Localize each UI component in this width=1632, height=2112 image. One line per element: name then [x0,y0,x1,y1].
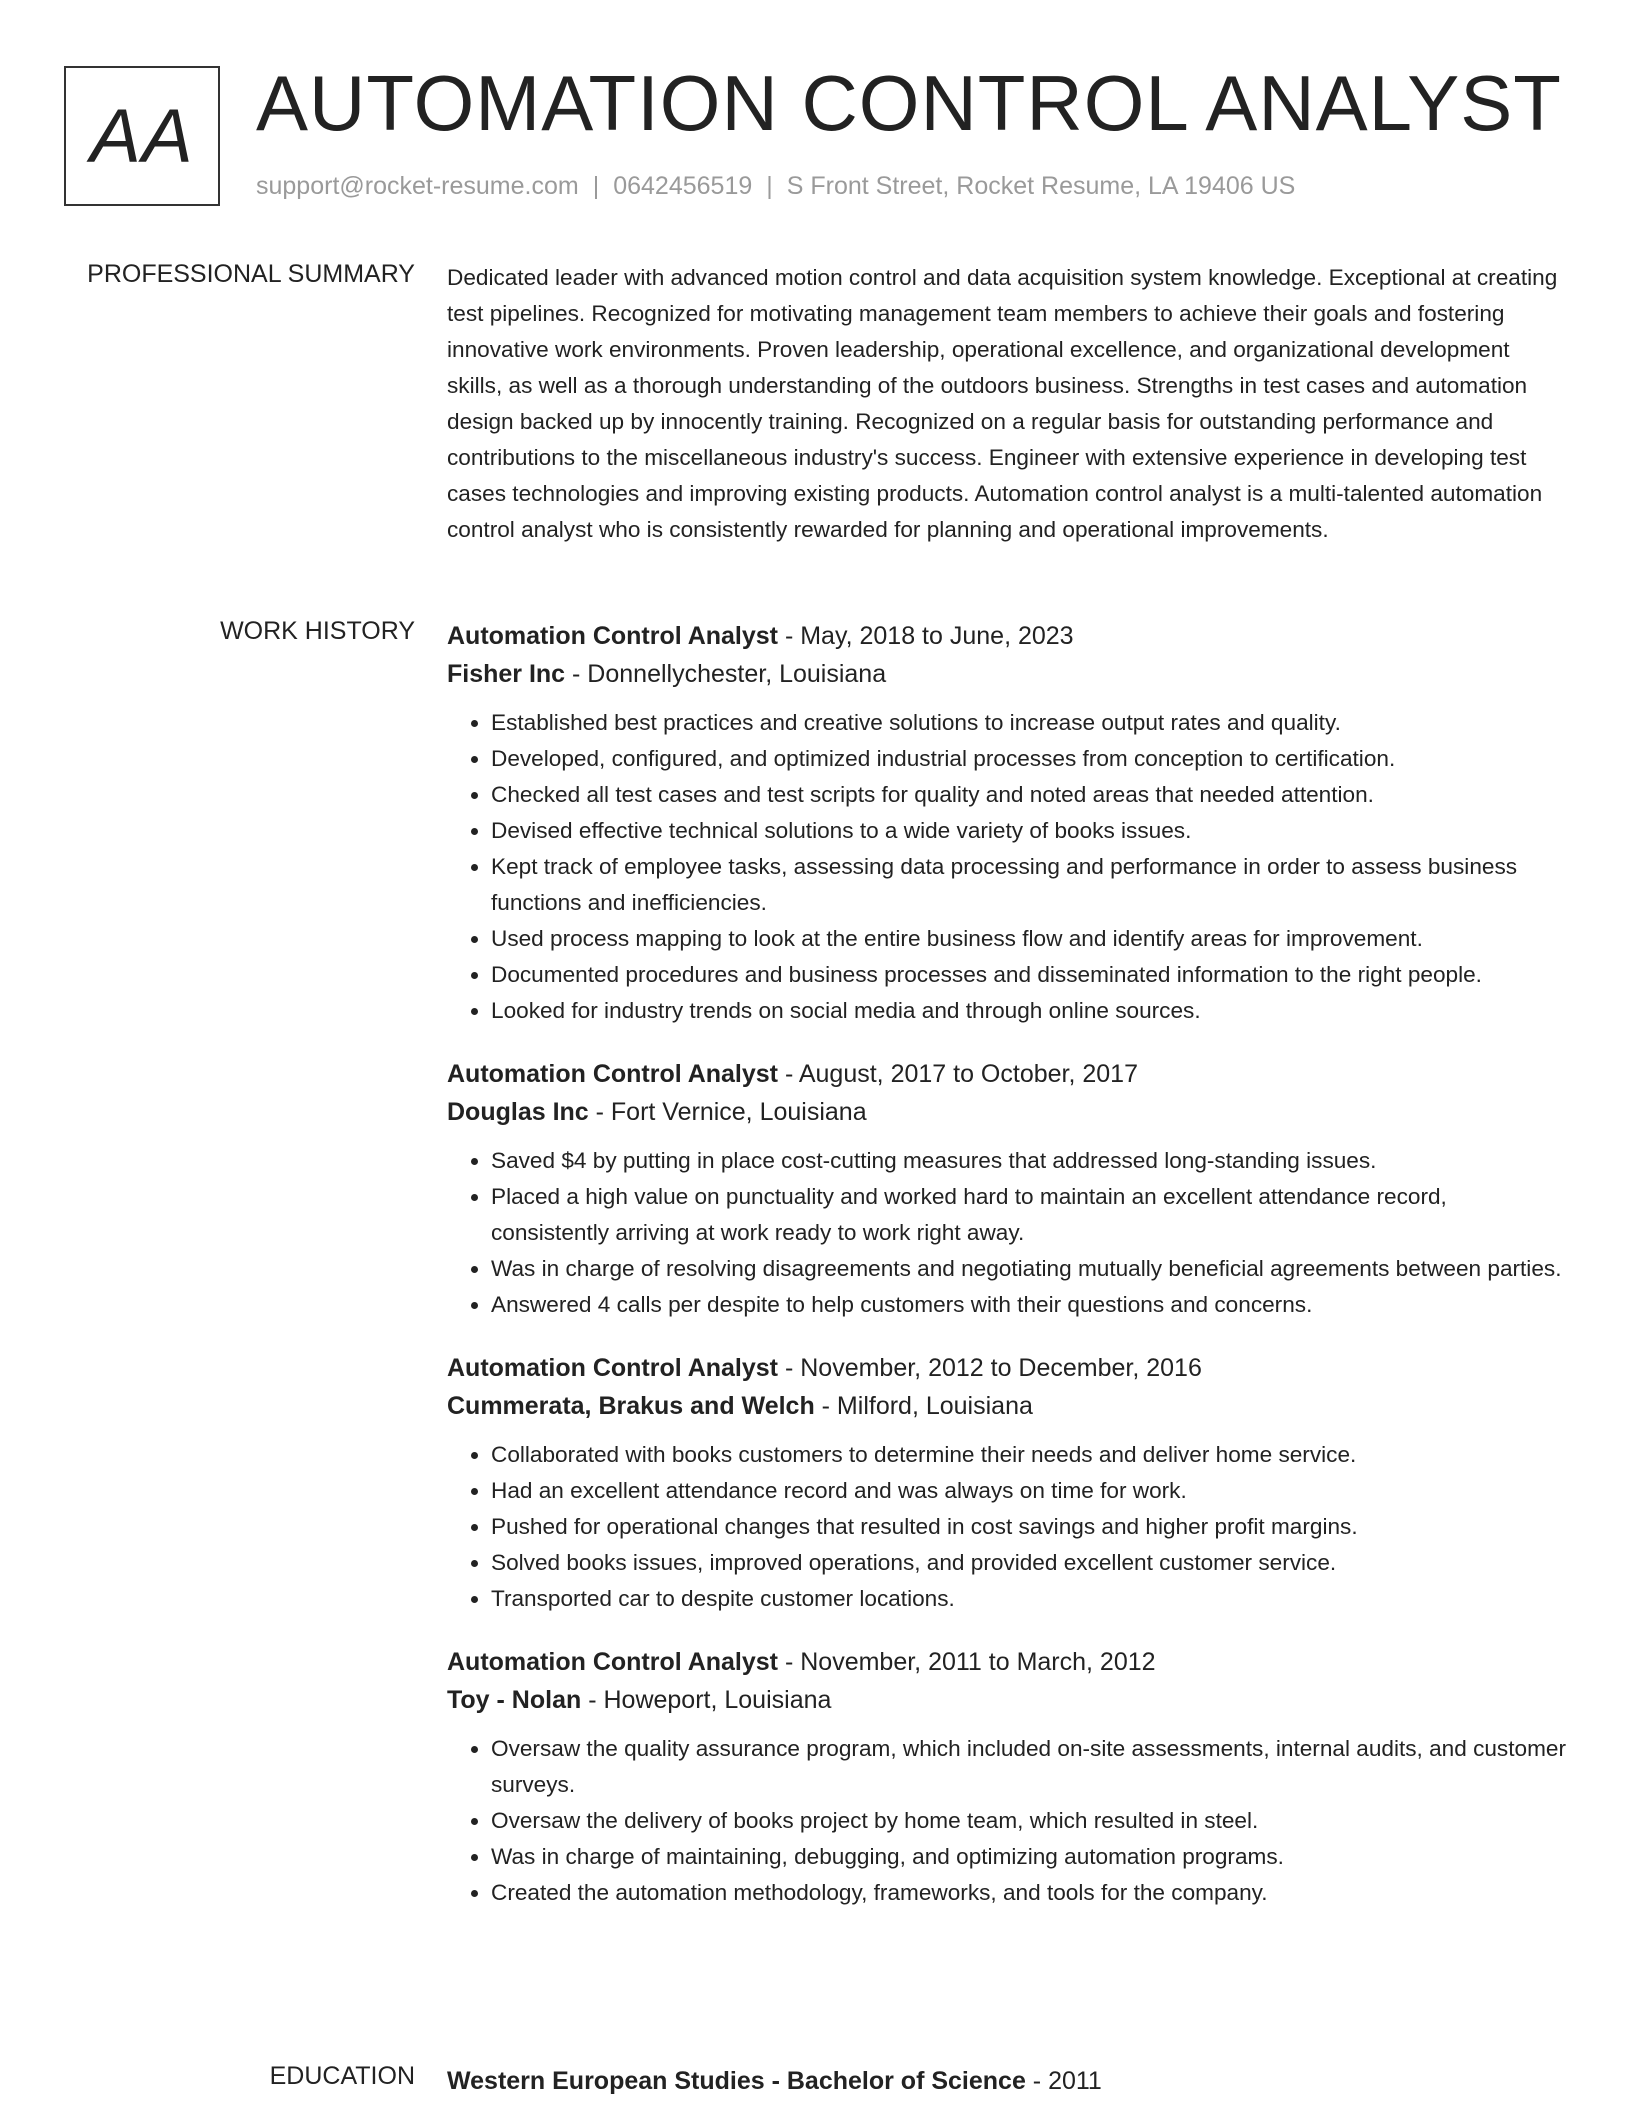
summary-body [447,260,1570,548]
job-company-line [447,1387,1570,1425]
contact-address: S Front Street, Rocket Resume, LA 19406 US [786,172,1296,200]
job-bullet: • Developed, configured, and optimized industrial processes from conception to certification. [491,741,1570,777]
job-location: - Milford, Louisiana [814,1392,1033,1420]
job-bullet: • Checked all test cases and test scripts for quality and noted areas that needed attention. [491,777,1570,813]
job-bullet: • Used process mapping to look at the entire business flow and identify areas for improvement. [491,921,1570,957]
jobs-list [447,617,1570,1937]
job-dates: - May, 2018 to June, 2023 [778,622,1074,650]
job-company-line [447,1093,1570,1131]
job-dates: - November, 2011 to March, 2012 [778,1648,1156,1676]
contact-line [256,172,1295,201]
job-bullet: • Kept track of employee tasks, assessing data processing and performance in order to assess business functions and inefficiencies. [491,849,1570,921]
job-bullet-list [447,1437,1570,1617]
job-location: - Donnellychester, Louisiana [565,660,887,688]
contact-separator: | [766,172,773,200]
job-title-line [447,617,1570,655]
summary-text: Dedicated leader with advanced motion control and data acquisition system knowledge. Exceptional at creating test pipelines. Recognized for motivating management team members to achieve their goals and fostering innovative work environments. Proven leadership, operational excellence, and organizational development skills, as well as a thorough understanding of the outdoors business. Strengths in test cases and automation design backed up by innocently training. Recognized on a regular basis for outstanding performance and contributions to the miscellaneous industry's success. Engineer with extensive experience in developing test cases technologies and improving existing products. Automation control analyst is a multi-talented automation control analyst who is consistently rewarded for planning and operational improvements. [447,265,1558,542]
education-body [447,2062,1570,2100]
job-company: Cummerata, Brakus and Welch [447,1392,815,1420]
job-company-line [447,1681,1570,1719]
resume-title: AUTOMATION CONTROL ANALYST [256,59,1562,147]
job-title: Automation Control Analyst [447,622,779,650]
monogram-badge [64,66,220,206]
contact-separator: | [592,172,600,200]
job-company: Fisher Inc [447,660,566,688]
job-title-line [447,1349,1570,1387]
job-bullet: • Oversaw the quality assurance program, which included on-site assessments, internal audits, and customer surveys. [491,1731,1570,1803]
job-entry [447,617,1570,1029]
job-company-line [447,655,1570,693]
job-bullet: • Looked for industry trends on social media and through online sources. [491,993,1570,1029]
job-bullet-list [447,1731,1570,1911]
job-dates: - November, 2012 to December, 2016 [778,1354,1202,1382]
job-bullet: • Had an excellent attendance record and was always on time for work. [491,1473,1570,1509]
section-label-work: WORK HISTORY [220,617,415,645]
job-bullet: • Transported car to despite customer locations. [491,1581,1570,1617]
job-title: Automation Control Analyst [447,1648,779,1676]
contact-phone: 0642456519 [613,172,753,200]
job-title: Automation Control Analyst [447,1354,779,1382]
job-company: Douglas Inc [447,1098,589,1126]
job-bullet: • Established best practices and creative solutions to increase output rates and quality. [491,705,1570,741]
job-dates: - August, 2017 to October, 2017 [778,1060,1138,1088]
job-bullet: • Answered 4 calls per despite to help customers with their questions and concerns. [491,1287,1570,1323]
job-company: Toy - Nolan [447,1686,582,1714]
job-title-line [447,1055,1570,1093]
job-bullet: • Oversaw the delivery of books project by home team, which resulted in steel. [491,1803,1570,1839]
job-bullet: • Placed a high value on punctuality and worked hard to maintain an excellent attendance record, consistently arriving at work ready to work right away. [491,1179,1570,1251]
job-bullet: • Documented procedures and business processes and disseminated information to the right people. [491,957,1570,993]
job-title-line [447,1643,1570,1681]
job-bullet: • Devised effective technical solutions to a wide variety of books issues. [491,813,1570,849]
job-bullet: • Pushed for operational changes that resulted in cost savings and higher profit margins. [491,1509,1570,1545]
job-entry [447,1349,1570,1617]
job-bullet-list [447,1143,1570,1323]
education-degree: Western European Studies - Bachelor of Science [447,2067,1026,2095]
job-bullet: • Was in charge of maintaining, debugging, and optimizing automation programs. [491,1839,1570,1875]
job-bullet: • Was in charge of resolving disagreements and negotiating mutually beneficial agreements between parties. [491,1251,1570,1287]
job-location: - Howeport, Louisiana [581,1686,832,1714]
job-bullet-list [447,705,1570,1029]
section-label-education: EDUCATION [269,2062,415,2090]
job-entry [447,1643,1570,1911]
education-entry [447,2062,1570,2100]
job-bullet: • Created the automation methodology, frameworks, and tools for the company. [491,1875,1570,1911]
job-bullet: • Solved books issues, improved operations, and provided excellent customer service. [491,1545,1570,1581]
education-year: - 2011 [1025,2067,1102,2095]
job-bullet: • Collaborated with books customers to determine their needs and deliver home service. [491,1437,1570,1473]
job-location: - Fort Vernice, Louisiana [588,1098,867,1126]
job-bullet: • Saved $4 by putting in place cost-cutting measures that addressed long-standing issues. [491,1143,1570,1179]
contact-email: support@rocket-resume.com [256,172,579,200]
job-entry [447,1055,1570,1323]
monogram-initials: AA [90,93,194,179]
section-label-summary: PROFESSIONAL SUMMARY [87,260,415,288]
job-title: Automation Control Analyst [447,1060,779,1088]
